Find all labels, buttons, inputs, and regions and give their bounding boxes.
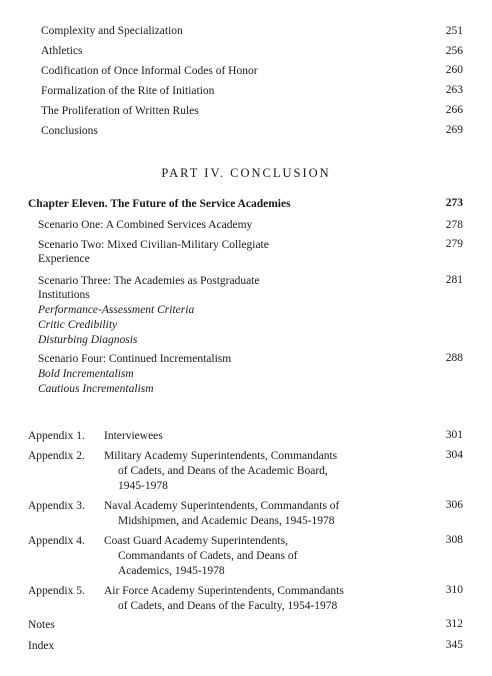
toc-entry-page: 269 <box>445 124 463 136</box>
scenario-title: Scenario One: A Combined Services Academy <box>38 219 253 231</box>
subsection-title: Bold Incrementalism <box>38 368 134 380</box>
toc-entry-page: 345 <box>445 639 463 651</box>
appendix-title: Air Force Academy Superintendents, Commandants of Cadets, and Deans of the Faculty, 1954-1978 <box>104 585 344 612</box>
toc-entry-page: 263 <box>445 84 463 96</box>
toc-entry-title: Codification of Once Informal Codes of Honor <box>41 65 258 77</box>
toc-entry-page: 256 <box>445 45 463 57</box>
appendix-label: Appendix 3. <box>28 500 85 512</box>
toc-entry-title: The Proliferation of Written Rules <box>41 105 199 117</box>
part-heading: PART IV. CONCLUSION <box>161 166 331 180</box>
toc-entry-title: Athletics <box>41 45 83 57</box>
appendix-label: Appendix 2. <box>28 450 85 462</box>
appendix-page: 310 <box>445 584 463 596</box>
toc-entry-title: Complexity and Specialization <box>41 25 183 37</box>
scenario-page: 288 <box>445 352 463 364</box>
toc-entry-page: 266 <box>445 104 463 116</box>
toc-entry-title: Formalization of the Rite of Initiation <box>41 85 215 97</box>
appendix-title: Coast Guard Academy Superintendents, Commandants of Cadets, and Deans of Academics, 1945-1978 <box>104 535 298 577</box>
subsection-title: Performance-Assessment Criteria <box>38 304 195 316</box>
toc-entry-page: 251 <box>445 25 463 37</box>
toc-entry-page: 260 <box>445 64 463 76</box>
subsection-title: Critic Credibility <box>38 319 118 331</box>
scenario-title-cont: Institutions <box>38 289 90 301</box>
appendix-label: Appendix 1. <box>28 430 85 442</box>
scenario-page: 278 <box>445 219 463 231</box>
scenario-title: Scenario Four: Continued Incrementalism <box>38 353 232 365</box>
appendix-label: Appendix 4. <box>28 535 85 547</box>
scenario-title: Scenario Two: Mixed Civilian-Military Collegiate <box>38 239 269 251</box>
chapter-title: Chapter Eleven. The Future of the Service Academies <box>28 198 291 210</box>
scenario-title: Scenario Three: The Academies as Postgraduate <box>38 275 260 287</box>
appendix-label: Appendix 5. <box>28 585 85 597</box>
subsection-title: Disturbing Diagnosis <box>38 334 138 346</box>
toc-entry-title: Notes <box>28 619 55 631</box>
scenario-title-cont: Experience <box>38 253 90 265</box>
scenario-page: 279 <box>445 238 463 250</box>
subsection-title: Cautious Incrementalism <box>38 383 154 395</box>
appendix-page: 301 <box>445 429 463 441</box>
appendix-title: Naval Academy Superintendents, Commandants of Midshipmen, and Academic Deans, 1945-1978 <box>104 500 340 527</box>
scenario-page: 281 <box>445 274 463 286</box>
appendix-page: 308 <box>445 534 463 546</box>
appendix-title: Military Academy Superintendents, Commandants of Cadets, and Deans of the Academic Board, 1945-1978 <box>104 450 338 492</box>
toc-entry-title: Conclusions <box>41 125 98 137</box>
appendix-page: 304 <box>445 449 463 461</box>
chapter-page: 273 <box>445 197 463 209</box>
toc-entry-page: 312 <box>445 618 463 630</box>
appendix-title: Interviewees <box>104 430 163 442</box>
toc-entry-title: Index <box>28 640 55 652</box>
appendix-page: 306 <box>445 499 463 511</box>
